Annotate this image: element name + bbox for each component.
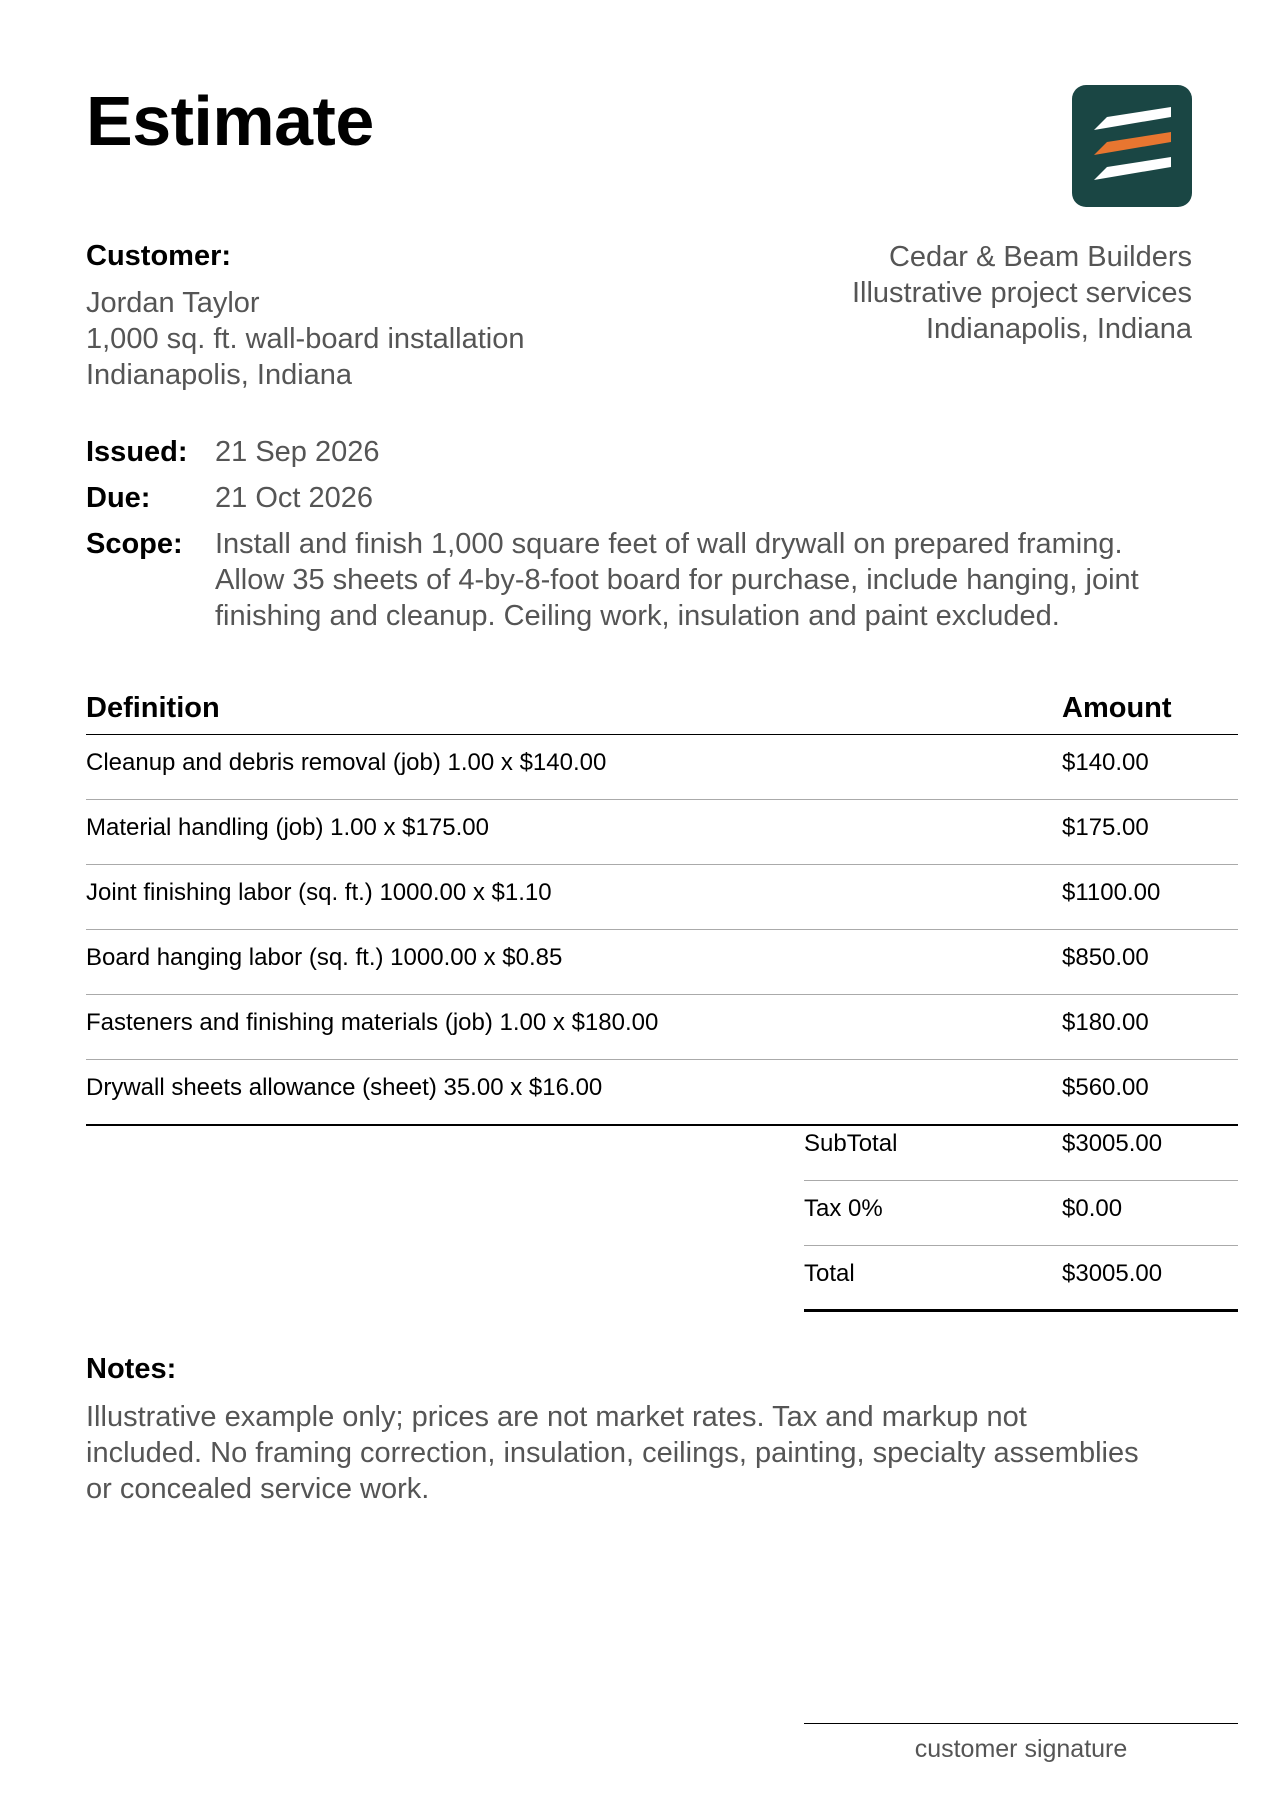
notes-text [86,1399,1238,1507]
total-label: Total [804,1260,855,1287]
total-value: $3005.00 [1062,1260,1163,1287]
issued-label: Issued: [86,436,188,468]
due-date: 21 Oct 2026 [215,482,373,514]
subtotal-label: SubTotal [804,1130,898,1157]
table-header [86,686,1238,735]
table-row [86,930,1238,995]
estimate-meta [86,434,1238,644]
item-amount: $175.00 [1062,814,1149,841]
scope-line: finishing and cleanup. Ceiling work, insulation and paint excluded. [215,600,1060,632]
item-description: Drywall sheets allowance (sheet) 35.00 x $16.00 [86,1074,603,1101]
notes-line: included. No framing correction, insulation, ceilings, painting, specialty assemblies [86,1437,1139,1469]
due-label: Due: [86,482,151,514]
item-description: Joint finishing labor (sq. ft.) 1000.00 x $1.10 [86,879,552,906]
scope-line: Allow 35 sheets of 4-by-8-foot board for purchase, include hanging, joint [215,564,1139,596]
company-logo [1072,85,1192,207]
tax-row [804,1181,1238,1246]
table-row [86,995,1238,1060]
scope-label: Scope: [86,528,183,560]
company-tagline: Illustrative project services [851,277,1192,309]
customer-location: Indianapolis, Indiana [86,359,353,391]
totals-block [804,1116,1238,1312]
page-title: Estimate [86,82,374,160]
scope-text [215,526,1238,634]
scope-line: Install and finish 1,000 square feet of wall drywall on prepared framing. [215,528,1123,560]
estimate-page [86,0,1238,1800]
due-row [86,480,1238,516]
item-description: Material handling (job) 1.00 x $175.00 [86,814,489,841]
company-details [852,239,1192,347]
table-row [86,865,1238,930]
item-amount: $140.00 [1062,749,1149,776]
line-items-table [86,686,1238,1126]
item-description: Board hanging labor (sq. ft.) 1000.00 x $0.85 [86,944,563,971]
notes-label: Notes: [86,1353,177,1385]
total-row [804,1246,1238,1312]
table-row [86,800,1238,865]
tax-value: $0.00 [1062,1195,1123,1222]
definition-header: Definition [86,692,220,724]
stacked-boards-logo-icon [1072,85,1192,207]
signature-line [804,1723,1238,1724]
tax-label: Tax 0% [804,1195,883,1222]
subtotal-row [804,1116,1238,1181]
customer-name: Jordan Taylor [86,287,260,319]
issued-date: 21 Sep 2026 [215,436,380,468]
customer-label: Customer: [86,240,232,272]
customer-details [86,285,524,393]
scope-row [86,526,1238,634]
customer-project: 1,000 sq. ft. wall-board installation [86,323,525,355]
item-amount: $850.00 [1062,944,1149,971]
amount-header: Amount [1062,692,1172,724]
item-description: Cleanup and debris removal (job) 1.00 x $140.00 [86,749,607,776]
notes-line: or concealed service work. [86,1473,430,1505]
subtotal-value: $3005.00 [1062,1130,1163,1157]
signature-label: customer signature [914,1735,1128,1763]
table-row [86,735,1238,800]
company-location: Indianapolis, Indiana [925,313,1192,345]
item-amount: $180.00 [1062,1009,1149,1036]
item-description: Fasteners and finishing materials (job) 1.00 x $180.00 [86,1009,659,1036]
item-amount: $560.00 [1062,1074,1149,1101]
notes-line: Illustrative example only; prices are not market rates. Tax and markup not [86,1401,1027,1433]
issued-row [86,434,1238,470]
item-amount: $1100.00 [1062,879,1161,906]
company-name: Cedar & Beam Builders [888,241,1192,273]
